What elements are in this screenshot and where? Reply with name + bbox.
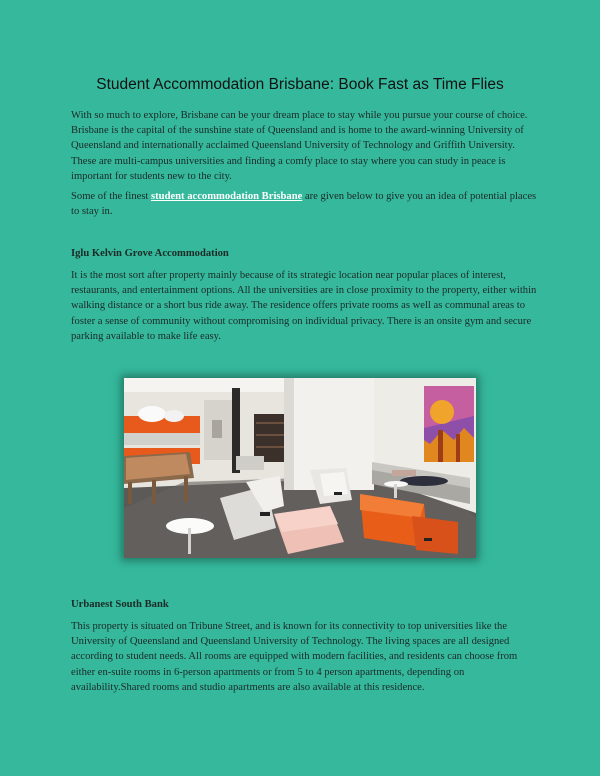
lead-text-after: are given below to give you an idea of potential places to stay in. [71,191,537,218]
lead-paragraph [71,189,541,219]
common-room-photo [124,378,476,558]
section-text-urbanest: This property is situated on Tribune Street, and is known for its connectivity to top universities like the University of Queensland and Queensland University of Technology. The living spaces are all designed according to student needs. All rooms are equipped with modern facilities, and residents can choose from either en-suite rooms in 6-person apartments or from 5 to 4 person apartments, depending on availability.Shared rooms and studio apartments are also available at this residence. [71,621,518,693]
section-text-iglu: It is the most sort after property mainly because of its strategic location near popular places of interest, restaurants, and entertainment options. All the universities are in close proximity to the property, either within walking distance or a short bus ride away. The residence offers private rooms as well as communal areas to foster a sense of community without compromising on individual privacy. There is an onsite gym and secure parking available to make life easy. [71,270,537,342]
student-accommodation-link[interactable]: student accommodation Brisbane [151,191,303,202]
section-heading-iglu: Iglu Kelvin Grove Accommodation [71,248,229,259]
intro-paragraph: With so much to explore, Brisbane can be your dream place to stay while you pursue your course of choice. Brisbane is the capital of the sunshine state of Queensland and is home to the award-winning University of Queensland and internationally acclaimed Queensland University of Technology and Griffith University. These are multi-campus universities and finding a comfy place to stay where you can study in peace is important for students new to the city. [71,110,528,182]
section-heading-urbanest: Urbanest South Bank [71,599,169,610]
page-title: Student Accommodation Brisbane: Book Fast as Time Flies [96,76,504,93]
lead-text-before: Some of the finest [71,191,152,202]
